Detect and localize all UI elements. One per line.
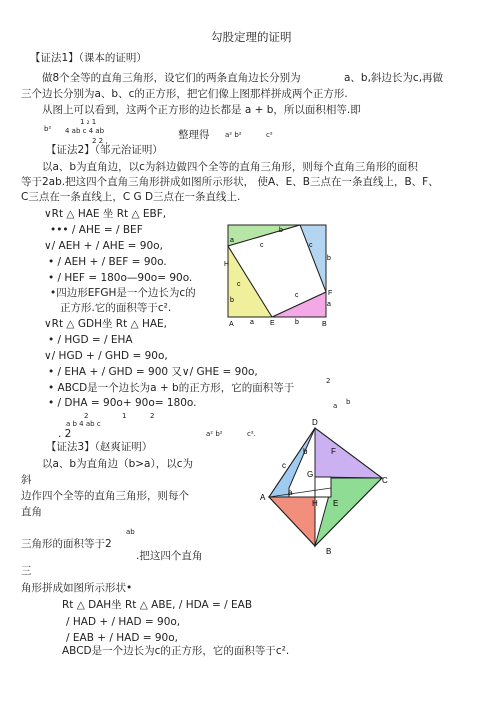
method2-line2: ••• / AHE = / BEF	[50, 224, 143, 236]
fig2-label-b1: b	[303, 447, 308, 456]
fig2-label-a1: a	[288, 488, 293, 497]
method1-c2: c²	[266, 131, 273, 139]
method3-para9: 角形拼成如图所示形状•	[21, 582, 133, 594]
fig2-label-D: D	[312, 418, 318, 427]
method1-para1b: a、b,斜边长为c,再做	[344, 72, 444, 84]
method2-para2: 等于2ab.把这四个直角三角形拼成如图所示形状， 使A、E、B三点在一条直线上，B、F、	[21, 176, 439, 188]
method2-line9: • / HGD = / EHA	[48, 334, 133, 346]
fig2-label-E: E	[333, 499, 339, 508]
fig2-label-c1: c	[282, 461, 286, 470]
method3-line4: ABCD是一个边长为c的正方形，它的面积等于c².	[62, 645, 290, 657]
method2-formula-1: 1	[122, 412, 127, 420]
method1-heading: 【证法1】（课本的证明）	[30, 52, 147, 64]
method3-heading: 【证法3】（赵爽证明）	[46, 441, 153, 453]
method2-formula-a2b2: a² b²	[206, 430, 223, 438]
fig1-label-b3: b	[230, 297, 234, 304]
method2-formula-2: 2	[150, 412, 155, 420]
fig1-label-F: F	[328, 290, 333, 297]
method3-para6: 三角形的面积等于2	[21, 538, 112, 550]
fig2-label-H: H	[312, 499, 318, 508]
method3-para3: 边作四个全等的直角三角形，则每个	[21, 490, 189, 502]
fig2-label-C: C	[382, 476, 388, 485]
figure-zhao-diamond	[255, 420, 405, 560]
method3-para7: .把这四个直角	[136, 550, 203, 562]
fig1-label-c4: c	[237, 281, 241, 288]
method1-formula-main: 4 ab c 4 ab	[65, 127, 105, 135]
method2-line1: ∨Rt △ HAE 坐 Rt △ EBF,	[44, 208, 167, 220]
method1-formula-frac: 1 ₂ 1	[80, 118, 97, 126]
method1-formula-b2: b²	[44, 125, 52, 133]
fig1-label-b4: b	[295, 319, 299, 326]
fig1-label-c1: c	[260, 242, 264, 249]
method2-line6: •四边形EFGH是一个边长为c的	[50, 287, 196, 299]
fig1-label-H: H	[224, 261, 230, 268]
method3-para2: 斜	[21, 474, 32, 486]
method2-line5: • / HEF = 180o—90o= 90o.	[48, 272, 193, 284]
fig1-label-c2: c	[309, 242, 313, 249]
fig2-label-B: B	[326, 547, 332, 556]
method3-line3: / EAB + / HAD = 90o,	[66, 632, 179, 644]
method2-line8: ∨Rt △ GDH坐 Rt △ HAE,	[44, 318, 168, 330]
method2-line12: • ABCD是一个边长为a + b的正方形，它的面积等于	[48, 382, 295, 394]
method3-para1: 以a、b为直角边（b>a），以c为	[42, 458, 194, 470]
method2-line4: • / AEH + / BEF = 90o.	[48, 256, 167, 268]
fig2-label-A: A	[260, 493, 266, 502]
fig2-label-F: F	[331, 447, 336, 456]
method2-heading: 【证法2】（邹元治证明）	[46, 144, 163, 156]
method2-formula-dot2: . 2	[58, 428, 72, 440]
fig1-label-a3: a	[250, 319, 254, 326]
fig1-label-b1: b	[279, 227, 283, 234]
method3-para4: 直角	[21, 506, 42, 518]
method1-para1a: 做8个全等的直角三角形，设它们的两条直角边长分别为	[42, 72, 301, 84]
method2-line11: • / EHA + / GHD = 900 又∨/ GHE = 90o,	[48, 366, 258, 378]
method1-formula-den: 2 2 ,	[92, 137, 108, 145]
method2-side-a: a	[333, 402, 338, 410]
fig2-label-G: G	[307, 470, 314, 479]
figure-zou-square	[224, 220, 335, 328]
method1-a2b2: a² b²	[225, 131, 242, 139]
method2-line7: 正方形.它的面积等于c².	[60, 302, 172, 314]
method1-zhengli: 整理得	[178, 129, 210, 141]
fig1-label-a1: a	[230, 237, 234, 244]
method2-formula-sup2: 2	[84, 412, 89, 420]
method1-para2: 三个边长分别为a、b、c的正方形，把它们像上图那样拼成两个正方形.	[21, 88, 348, 100]
method3-line2: / HAD + / HAD = 90o,	[66, 616, 181, 628]
fig2-small-square	[315, 477, 331, 497]
fig1-label-b2: b	[327, 255, 331, 262]
method2-formula-c2: c².	[247, 430, 256, 438]
method1-para3: 从图上可以看到，这两个正方形的边长都是 a + b，所以面积相等.即	[42, 104, 361, 116]
method2-line12-sup: 2	[326, 377, 331, 385]
method2-line3: ∨/ AEH + / AHE = 90o,	[44, 240, 163, 252]
fig1-label-c3: c	[295, 292, 299, 299]
fig1-label-a2: a	[327, 301, 331, 308]
method2-line10: ∨/ HGD + / GHD = 90o,	[44, 350, 168, 362]
method2-para1: 以a、b为直角边，以c为斜边做四个全等的直角三角形，则每个直角三角形的面积	[42, 161, 418, 173]
method2-para3: C三点在一条直线上，C G D三点在一条直线上.	[21, 191, 241, 203]
method3-line1: Rt △ DAH坐 Rt △ ABE, / HDA = / EAB	[62, 599, 253, 611]
method2-side-b: b	[346, 398, 351, 406]
fig1-label-E: E	[270, 320, 275, 327]
method3-ab: ab	[126, 528, 135, 536]
page-title: 勾股定理的证明	[211, 30, 292, 44]
fig1-label-B: B	[322, 321, 327, 328]
method2-formula-main: a b 4 ab c	[66, 420, 101, 428]
fig1-label-A: A	[229, 321, 234, 328]
method2-line13: • / DHA = 90o+ 90o= 180o.	[48, 397, 197, 409]
method3-para8: 三	[21, 565, 32, 577]
